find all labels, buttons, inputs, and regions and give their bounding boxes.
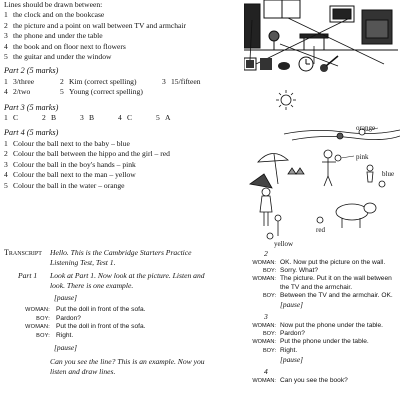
dialogue-line: BOY: Right. bbox=[36, 331, 74, 339]
ball-blue bbox=[379, 181, 385, 187]
dialogue-line: WOMAN: Can you see the book? bbox=[252, 376, 348, 384]
part1-text: Look at Part 1. Now look at the picture. Listen and look. There is one example. bbox=[50, 271, 205, 290]
dialogue-line: WOMAN: Put the doll in front of the sofa. bbox=[25, 323, 146, 331]
part4-list bbox=[4, 139, 240, 191]
section-number: 2 bbox=[264, 249, 268, 258]
pause-text: [pause] bbox=[280, 300, 303, 310]
ball-yellow bbox=[267, 233, 273, 239]
phone-icon bbox=[278, 62, 290, 70]
part3-row: 1 C 2 B 3 B 4 C 5 A bbox=[4, 113, 171, 123]
part2-row-1: 1 3/three 2 Kim (correct spelling) 3 15/fifteen bbox=[4, 76, 201, 86]
umbrella-icon bbox=[258, 153, 288, 162]
answer-key bbox=[4, 0, 240, 191]
ball-red bbox=[317, 217, 323, 223]
book-icon bbox=[260, 58, 272, 70]
label-red: red bbox=[316, 226, 325, 234]
transcript bbox=[4, 248, 240, 376]
transcript-intro: Hello. This is the Cambridge Starters Practice Listening Test, Test 1. bbox=[50, 248, 192, 267]
section-number: 4 bbox=[264, 366, 268, 376]
pause-text: [pause] bbox=[54, 293, 77, 303]
dialogue-line: BOY: Pardon? bbox=[262, 330, 305, 338]
line-example-row bbox=[4, 357, 240, 376]
dialogue-1 bbox=[4, 306, 240, 340]
part1-item: 5 the guitar and under the window bbox=[4, 52, 112, 62]
part1-row bbox=[4, 271, 240, 290]
transcript-label: Transcript bbox=[4, 248, 42, 257]
part4-item: 5 Colour the ball in the water – orange bbox=[4, 180, 125, 190]
man-figure bbox=[275, 215, 281, 236]
part1-label: Part 1 bbox=[18, 271, 38, 281]
girl-figure bbox=[260, 188, 272, 226]
part1-item: 1 the clock and on the bookcase bbox=[4, 10, 105, 20]
dialogue-line: BOY: Between the TV and the armchair. OK. bbox=[262, 291, 393, 299]
dialogue-line: WOMAN: OK. Now put the picture on the wall. bbox=[252, 259, 386, 266]
baby-figure bbox=[367, 165, 373, 182]
boy-figure bbox=[322, 150, 336, 186]
part4-item: 1 Colour the ball next to the baby – blue bbox=[4, 138, 130, 148]
label-yellow: yellow bbox=[274, 240, 294, 248]
pause-text: [pause] bbox=[280, 354, 303, 364]
section-number: 3 bbox=[264, 312, 268, 322]
hippo-figure bbox=[336, 203, 376, 228]
transcript-right-column bbox=[246, 249, 398, 385]
dialogue-line: WOMAN: The picture. Put it on the wall between the TV and the armchair. bbox=[252, 275, 392, 291]
deck-chair-icon bbox=[250, 174, 272, 188]
part2-row-2: 4 2/two 5 Young (correct spelling) bbox=[4, 87, 143, 97]
part4-item: 2 Colour the ball between the hippo and the girl – red bbox=[4, 149, 170, 159]
part4-item: 3 Colour the ball in the boy's hands – pink bbox=[4, 159, 136, 169]
part1-item: 4 the book and on floor next to flowers bbox=[4, 41, 126, 51]
label-orange: orange bbox=[356, 124, 376, 132]
guitar-icon bbox=[320, 56, 338, 72]
room-picture bbox=[244, 0, 398, 76]
line-example-text: Can you see the line? This is an example. Now you listen and draw lines. bbox=[50, 357, 205, 376]
part4-heading: Part 4 (5 marks) bbox=[4, 128, 59, 138]
transcript-intro-row bbox=[4, 248, 240, 267]
part1-item: 3 the phone and under the table bbox=[4, 31, 103, 41]
label-blue: blue bbox=[382, 170, 395, 178]
dialogue-line: WOMAN: Put the phone under the table. bbox=[252, 338, 369, 346]
sun-icon bbox=[276, 90, 296, 110]
part1-intro: Lines should be drawn between: bbox=[4, 0, 103, 9]
part3-heading: Part 3 (5 marks) bbox=[4, 102, 59, 112]
dialogue-line: BOY: Pardon? bbox=[36, 314, 81, 322]
part1-list bbox=[4, 10, 240, 62]
dialogue-line: BOY: Right. bbox=[262, 346, 298, 354]
sandcastle-icon bbox=[288, 168, 304, 174]
pause-text: [pause] bbox=[54, 343, 77, 352]
swimmer-icon bbox=[337, 133, 343, 139]
beach-picture bbox=[244, 88, 400, 248]
part2-heading: Part 2 (5 marks) bbox=[4, 66, 59, 76]
part4-item: 4 Colour the ball next to the man – yellow bbox=[4, 170, 136, 180]
dialogue-line: WOMAN: Put the doll in front of the sofa. bbox=[25, 306, 146, 314]
label-pink: pink bbox=[356, 153, 369, 161]
part1-item: 2 the picture and a point on wall between TV and armchair bbox=[4, 20, 187, 30]
ball-pink bbox=[335, 155, 341, 161]
loose-objects bbox=[244, 56, 338, 72]
dialogue-line: WOMAN: Now put the phone under the table. bbox=[252, 322, 384, 330]
dialogue-line: BOY: Sorry. What? bbox=[262, 267, 318, 275]
